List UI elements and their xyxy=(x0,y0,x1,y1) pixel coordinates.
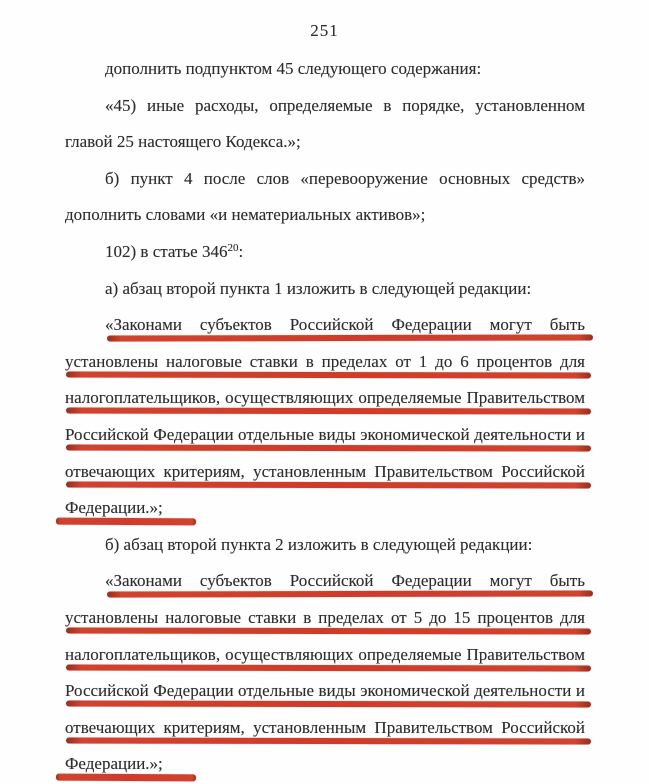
red-underline-marker xyxy=(66,444,591,451)
text-line: установлены налоговые ставки в пределах от 1 до 6 процентов для xyxy=(65,344,585,381)
red-underline-marker xyxy=(66,737,591,744)
page-number: 251 xyxy=(310,21,339,40)
text-line: отвечающих критериям, установленным Правительством Российской xyxy=(65,454,585,491)
red-underline-marker xyxy=(56,518,196,526)
text-line: «Законами субъектов Российской Федерации могут быть xyxy=(65,307,585,344)
red-underline-marker xyxy=(107,335,593,342)
red-underline-marker xyxy=(107,591,593,598)
text-line: Федерации.»; xyxy=(65,746,585,783)
text-line: отвечающих критериям, установленным Правительством Российской xyxy=(65,710,585,747)
red-underline-marker xyxy=(66,408,591,415)
text-line: Федерации.»; xyxy=(65,490,585,527)
text-line: налогоплательщиков, осуществляющих определяемые Правительством xyxy=(65,380,585,417)
red-underline-marker xyxy=(56,774,196,782)
text-line: б) пункт 4 после слов «перевооружение основных средств» xyxy=(105,168,585,188)
page-content xyxy=(65,51,585,783)
red-underline-marker xyxy=(66,664,591,671)
text-line: б) абзац второй пункта 2 изложить в следующей редакции: xyxy=(105,534,533,554)
red-underline-marker xyxy=(66,481,591,488)
red-underline-marker xyxy=(66,627,591,634)
red-underline-marker xyxy=(66,371,591,378)
text-line: дополнить словами «и нематериальных активов»; xyxy=(65,205,426,225)
text-line: Российской Федерации отдельные виды экономической деятельности и xyxy=(65,417,585,454)
text-line: Российской Федерации отдельные виды экономической деятельности и xyxy=(65,673,585,710)
superscript: 20 xyxy=(227,241,239,254)
text-line: налогоплательщиков, осуществляющих определяемые Правительством xyxy=(65,637,585,674)
red-underline-marker xyxy=(66,701,591,708)
text-line: «Законами субъектов Российской Федерации могут быть xyxy=(65,563,585,600)
text-line: 102) в статье $346^{20}$: xyxy=(105,241,244,261)
text-line: главой 25 настоящего Кодекса.»; xyxy=(65,132,301,152)
text-line: «45) иные расходы, определяемые в порядке, установленном xyxy=(105,95,585,115)
text-line: установлены налоговые ставки в пределах от 5 до 15 процентов для xyxy=(65,600,585,637)
text-line: а) абзац второй пункта 1 изложить в следующей редакции: xyxy=(105,278,532,298)
text-line: дополнить подпунктом 45 следующего содержания: xyxy=(105,59,482,78)
